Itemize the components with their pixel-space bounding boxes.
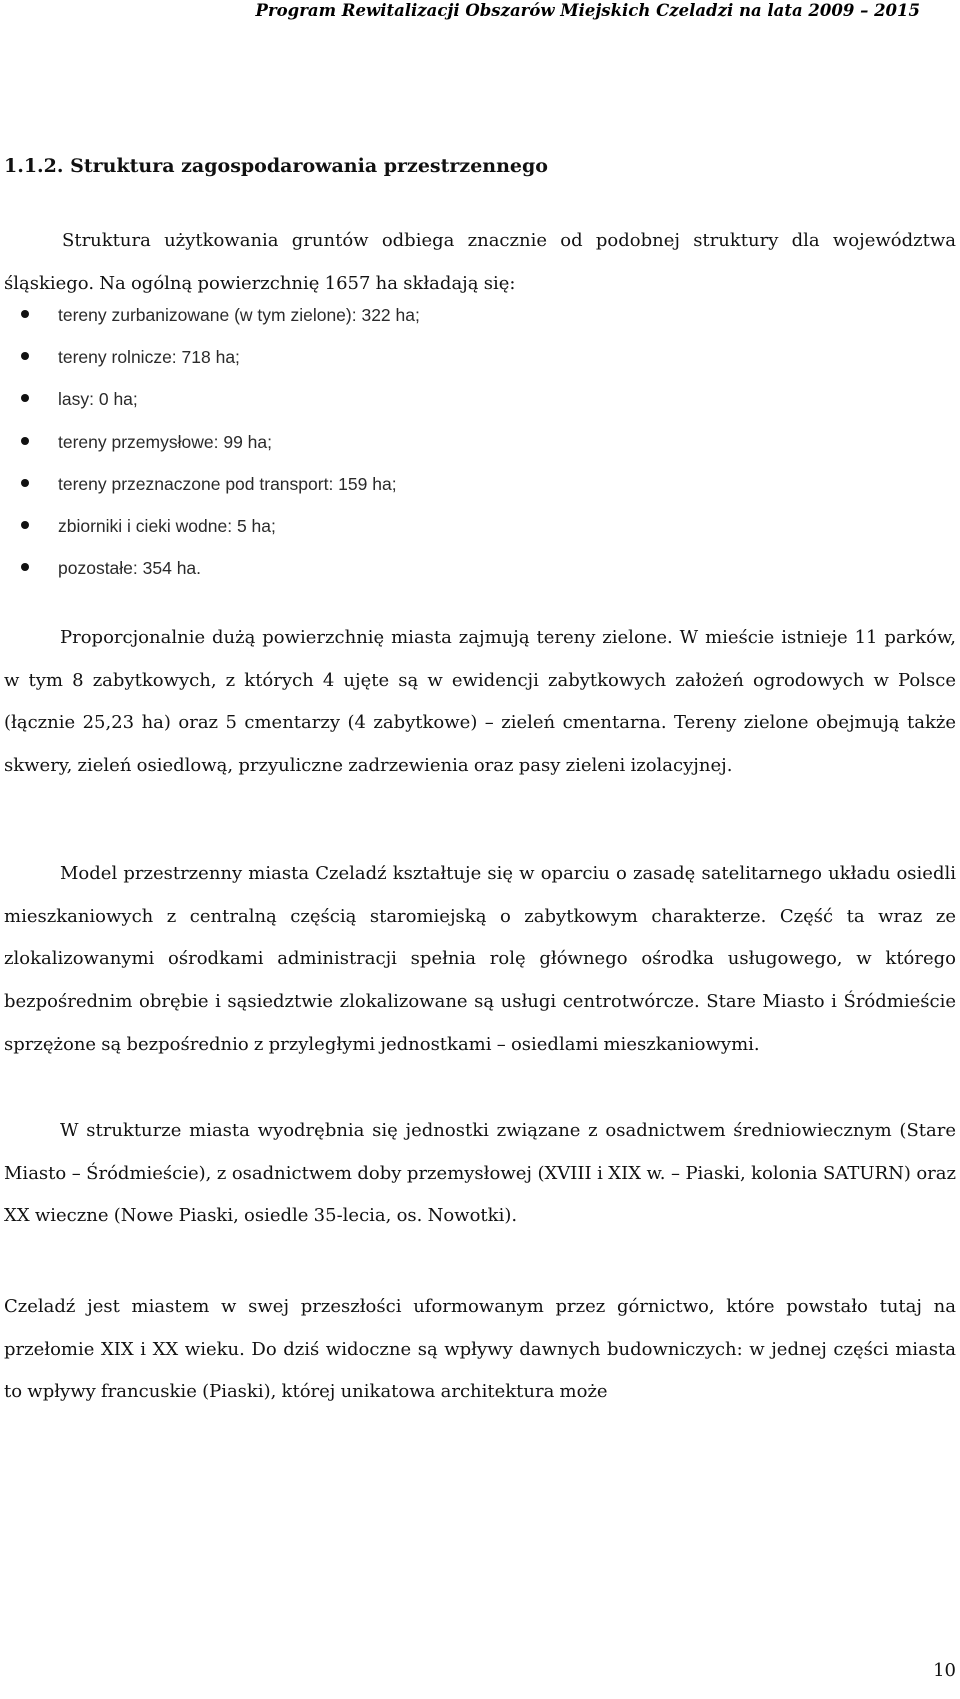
land-use-list	[0, 301, 420, 596]
list-item-text: tereny zurbanizowane (w tym zielone): 322 ha;	[58, 305, 420, 325]
running-header: Program Rewitalizacji Obszarów Miejskich Czeladzi na lata 2009 – 2015	[255, 1, 920, 20]
bullet-icon	[21, 521, 29, 529]
list-item-text: tereny rolnicze: 718 ha;	[58, 347, 240, 368]
bullet-icon	[21, 352, 29, 360]
list-item-text: tereny przeznaczone pod transport: 159 ha;	[58, 473, 397, 494]
list-item-text: tereny przemysłowe: 99 ha;	[58, 431, 272, 452]
list-item-text: zbiorniki i cieki wodne: 5 ha;	[58, 515, 276, 536]
intro-paragraph: Struktura użytkowania gruntów odbiega znacznie od podobnej struktury dla województwa śląskiego. Na ogólną powierzchnię 1657 ha składają się:	[4, 230, 956, 294]
list-item	[0, 343, 420, 385]
paragraph-city-structure: W strukturze miasta wyodrębnia się jednostki związane z osadnictwem średniowiecznym (Stare Miasto – Śródmieście), z osadnictwem doby przemysłowej (XVIII i XIX w. – Piaski, kolonia SATURN) oraz XX wieczne (Nowe Piaski, osiedle 35-lecia, os. Nowotki).	[4, 1120, 956, 1227]
page-number: 10	[933, 1660, 956, 1681]
bullet-icon	[21, 310, 29, 318]
paragraph-spatial-model: Model przestrzenny miasta Czeladź kształtuje się w oparciu o zasadę satelitarnego układu osiedli mieszkaniowych z centralną częścią staromiejską o zabytkowym charakterze. Część ta wraz ze zlokalizowanymi ośrodkami administracji spełnia rolę głównego ośrodka usługowego, w którego bezpośrednim obrębie i sąsiedztwie zlokalizowane są usługi centrotwórcze. Stare Miasto i Śródmieście sprzężone są bezpośrednio z przyległymi jednostkami – osiedlami mieszkaniowymi.	[4, 863, 956, 1055]
list-item-text: pozostałe: 354 ha.	[58, 558, 202, 579]
list-item	[0, 554, 420, 596]
paragraph-green-areas: Proporcjonalnie dużą powierzchnię miasta zajmują tereny zielone. W mieście istnieje 11 parków, w tym 8 zabytkowych, z których 4 ujęte są w ewidencji zabytkowych założeń ogrodowych w Polsce (łącznie 25,23 ha) oraz 5 cmentarzy (4 zabytkowe) – zieleń cmentarna. Tereny zielone obejmują także skwery, zieleń osiedlową, przyuliczne zadrzewienia oraz pasy zieleni izolacyjnej.	[4, 627, 956, 777]
list-item	[0, 470, 420, 512]
list-item	[0, 301, 420, 343]
section-heading: 1.1.2. Struktura zagospodarowania przestrzennego	[4, 155, 548, 177]
bullet-icon	[21, 479, 29, 487]
bullet-icon	[21, 563, 29, 571]
bullet-icon	[21, 394, 29, 402]
list-item-text: lasy: 0 ha;	[58, 389, 138, 410]
list-item	[0, 428, 420, 470]
list-item	[0, 385, 420, 427]
paragraph-mining-history: Czeladź jest miastem w swej przeszłości uformowanym przez górnictwo, które powstało tutaj na przełomie XIX i XX wieku. Do dziś widoczne są wpływy dawnych budowniczych: w jednej części miasta to wpływy francuskie (Piaski), której unikatowa architektura może	[4, 1296, 956, 1403]
bullet-icon	[21, 437, 29, 445]
list-item	[0, 512, 420, 554]
